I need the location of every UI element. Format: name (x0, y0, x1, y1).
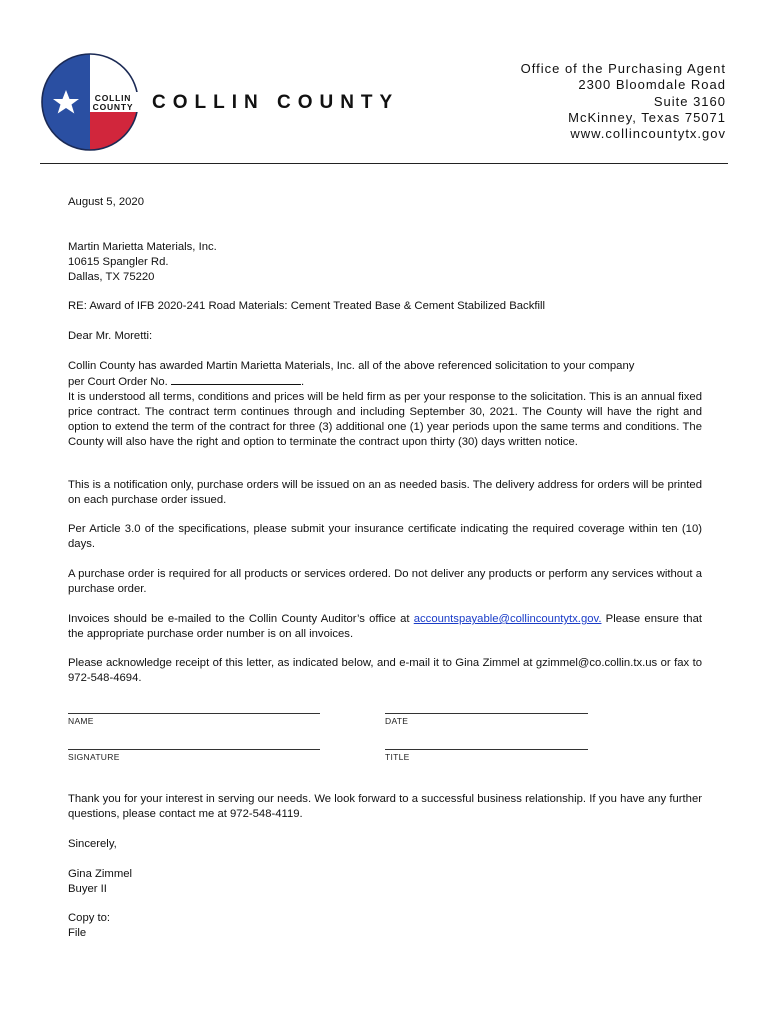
signer-block (68, 867, 702, 897)
signer-name: Gina Zimmel (68, 868, 133, 880)
closing: Sincerely, (68, 838, 117, 850)
title-label: TITLE (385, 752, 410, 762)
address-line: McKinney, Texas 75071 (568, 109, 726, 125)
office-address (521, 61, 726, 142)
paragraph-notification: This is a notification only, purchase orders will be issued on an as needed basis. The delivery address for orders will be printed on each purchase order issued. (68, 479, 702, 506)
award-line: Collin County has awarded Martin Marietta Materials, Inc. all of the above referenced solicitation to your company (68, 360, 635, 372)
paragraph-thank-you: Thank you for your interest in serving our needs. We look forward to a successful business relationship. If you have any further questions, please contact me at 972-548-4119. (68, 793, 702, 820)
paragraph-award (68, 359, 702, 450)
paragraph-invoices (68, 612, 702, 642)
address-line: Suite 3160 (653, 93, 726, 109)
signature-line (68, 749, 320, 750)
header-divider (40, 163, 728, 164)
signer-title: Buyer II (68, 883, 107, 895)
recipient-line: Martin Marietta Materials, Inc. (68, 241, 217, 253)
salutation: Dear Mr. Moretti: (68, 330, 153, 342)
paragraph-insurance: Per Article 3.0 of the specifications, please submit your insurance certificate indicating the required coverage within ten (10) days. (68, 523, 702, 550)
letter-date: August 5, 2020 (68, 196, 145, 208)
copy-label: Copy to: (68, 912, 111, 924)
recipient-line: 10615 Spangler Rd. (68, 256, 169, 268)
paragraph-purchase-order: A purchase order is required for all products or services ordered. Do not deliver any products or perform any services without a purchase order. (68, 568, 702, 595)
date-line (385, 713, 588, 714)
paragraph-acknowledge: Please acknowledge receipt of this letter, as indicated below, and e-mail it to Gina Zimmel at gzimmel@co.collin.tx.us or fax to 972-548-4694. (68, 657, 702, 684)
award-terms: It is understood all terms, conditions and prices will be held firm as per your response to the solicitation. This is an annual fixed price contract. The contract term continues through and including September 30, 2021. The County will have the right and option to extend the term of the contract for three (3) additional one (1) year periods upon the same terms and conditions. The County will also have the right and option to terminate the contract upon thirty (30) days written notice. (68, 391, 702, 448)
logo-text-collin: COLLIN (94, 93, 132, 103)
name-label: NAME (68, 716, 94, 726)
recipient-line: Dallas, TX 75220 (68, 271, 155, 283)
court-order-blank (171, 374, 301, 385)
logo-text-county: COUNTY (92, 102, 134, 112)
invoices-prefix: Invoices should be e-mailed to the Collin County Auditor’s office at (68, 613, 410, 625)
court-order-suffix: . (300, 376, 305, 388)
copy-value: File (68, 927, 87, 939)
website-link[interactable]: www.collincountytx.gov (570, 126, 726, 142)
court-order-prefix: per Court Order No. (68, 376, 168, 388)
re-line: RE: Award of IFB 2020-241 Road Materials: Cement Treated Base & Cement Stabilized Backfill (68, 300, 546, 312)
accounts-payable-email-link[interactable]: accountspayable@collincountytx.gov. (413, 613, 602, 625)
address-line: 2300 Bloomdale Road (578, 77, 726, 93)
org-name: COLLIN COUNTY (152, 92, 400, 113)
title-line (385, 749, 588, 750)
name-line (68, 713, 320, 714)
recipient-address (68, 240, 702, 285)
signature-label: SIGNATURE (68, 752, 120, 762)
copy-block (68, 911, 702, 941)
invoices-suffix: Please ensure that the appropriate purchase order number is on all invoices. (68, 613, 702, 640)
date-label: DATE (385, 716, 409, 726)
court-order-line (68, 374, 702, 390)
address-line: Office of the Purchasing Agent (520, 61, 726, 76)
collin-county-logo (40, 52, 140, 152)
